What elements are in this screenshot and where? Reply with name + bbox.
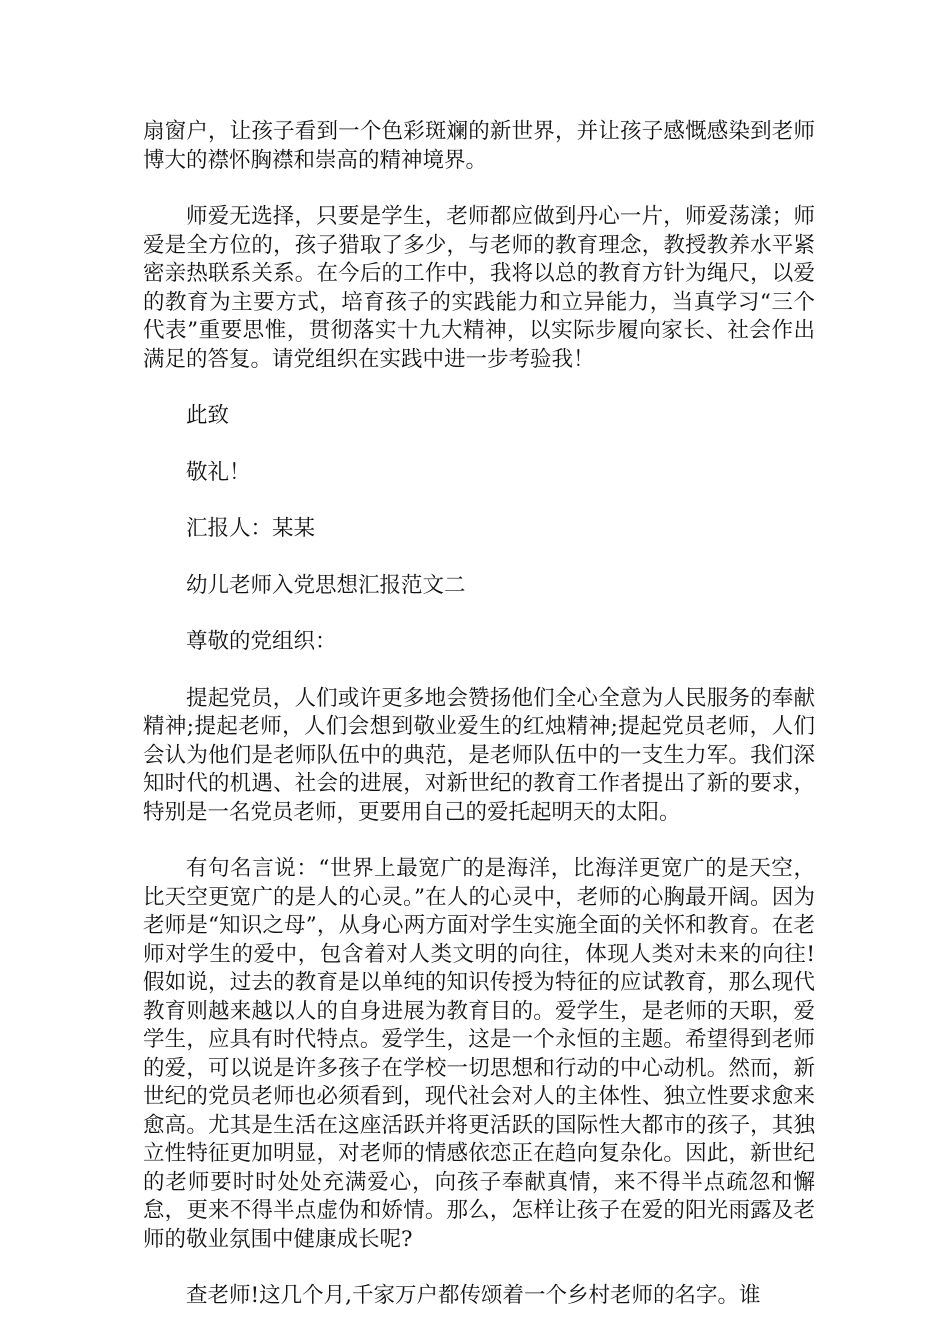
paragraph-teacher-love: 师爱无选择，只要是学生，老师都应做到丹心一片，师爱荡漾；师爱是全方位的，孩子猎取了多少，与老师的教育理念，教授教养水平紧密亲热联系关系。在今后的工作中，我将以总的教育方针为绳尺，以爱的教育为主要方式，培育孩子的实践能力和立异能力，当真学习“三个代表”重要思惟，贯彻落实十九大精神，以实际步履向家长、社会作出满足的答复。请党组织在实践中进一步考验我！ [143,204,815,372]
paragraph-gap [143,431,815,459]
paragraph-continuation: 扇窗户，让孩子看到一个色彩斑斓的新世界，并让孩子感慨感染到老师博大的襟怀胸襟和崇高的精神境界。 [143,119,815,173]
paragraph-gap [143,374,815,402]
paragraph-quote: 有句名言说：“世界上最宽广的是海洋，比海洋更宽广的是天空，比天空更宽广的是人的心灵。”在人的心灵中，老师的心胸最开阔。因为老师是“知识之母”，从身心两方面对学生实施全面的关怀和教育。在老师对学生的爱中，包含着对人类文明的向往，体现人类对未来的向往!假如说，过去的教育是以单纯的知识传授为特征的应试教育，那么现代教育则越来越以人的自身进展为教育目的。爱学生，是老师的天职，爱学生，应具有时代特点。爱学生，这是一个永恒的主题。希望得到老师的爱，可以说是许多孩子在学校一切思想和行动的中心动机。然而，新世纪的党员老师也必须看到，现代社会对人的主体性、独立性要求愈来愈高。尤其是生活在这座活跃并将更活跃的国际性大都市的孩子，其独立性特征更加明显，对老师的情感依恋正在趋向复杂化。因此，新世纪的老师要时时处处充满爱心，向孩子奉献真情，来不得半点疏忽和懈怠，更来不得半点虚伪和娇情。那么，怎样让孩子在爱的阳光雨露及老师的敬业氛围中健康成长呢? [143,856,815,1252]
paragraph-gap [143,1254,815,1282]
paragraph-gap [143,175,815,203]
paragraph-gap [143,487,815,515]
paragraph-gap [143,544,815,572]
document-page [143,118,815,1311]
closing-jing-li: 敬礼！ [186,459,251,485]
paragraph-party-member: 提起党员，人们或许更多地会赞扬他们全心全意为人民服务的奉献精神;提起老师，人们会想到敬业爱生的红烛精神;提起党员老师，人们会认为他们是老师队伍中的典范，是老师队伍中的一支生力军。我们深知时代的机遇、社会的进展，对新世纪的教育工作者提出了新的要求，特别是一名党员老师，更要用自己的爱托起明天的太阳。 [143,685,815,825]
section-title: 幼儿老师入党思想汇报范文二 [186,572,466,598]
closing-ci-zhi: 此致 [186,403,230,428]
paragraph-gap [143,827,815,855]
paragraph-gap [143,600,815,628]
salutation: 尊敬的党组织： [186,629,337,654]
paragraph-gap [143,657,815,685]
paragraph-last: 查老师!这几个月,千家万户都传颂着一个乡村老师的名字。谁 [186,1283,761,1308]
reporter-line: 汇报人：某某 [186,516,316,541]
